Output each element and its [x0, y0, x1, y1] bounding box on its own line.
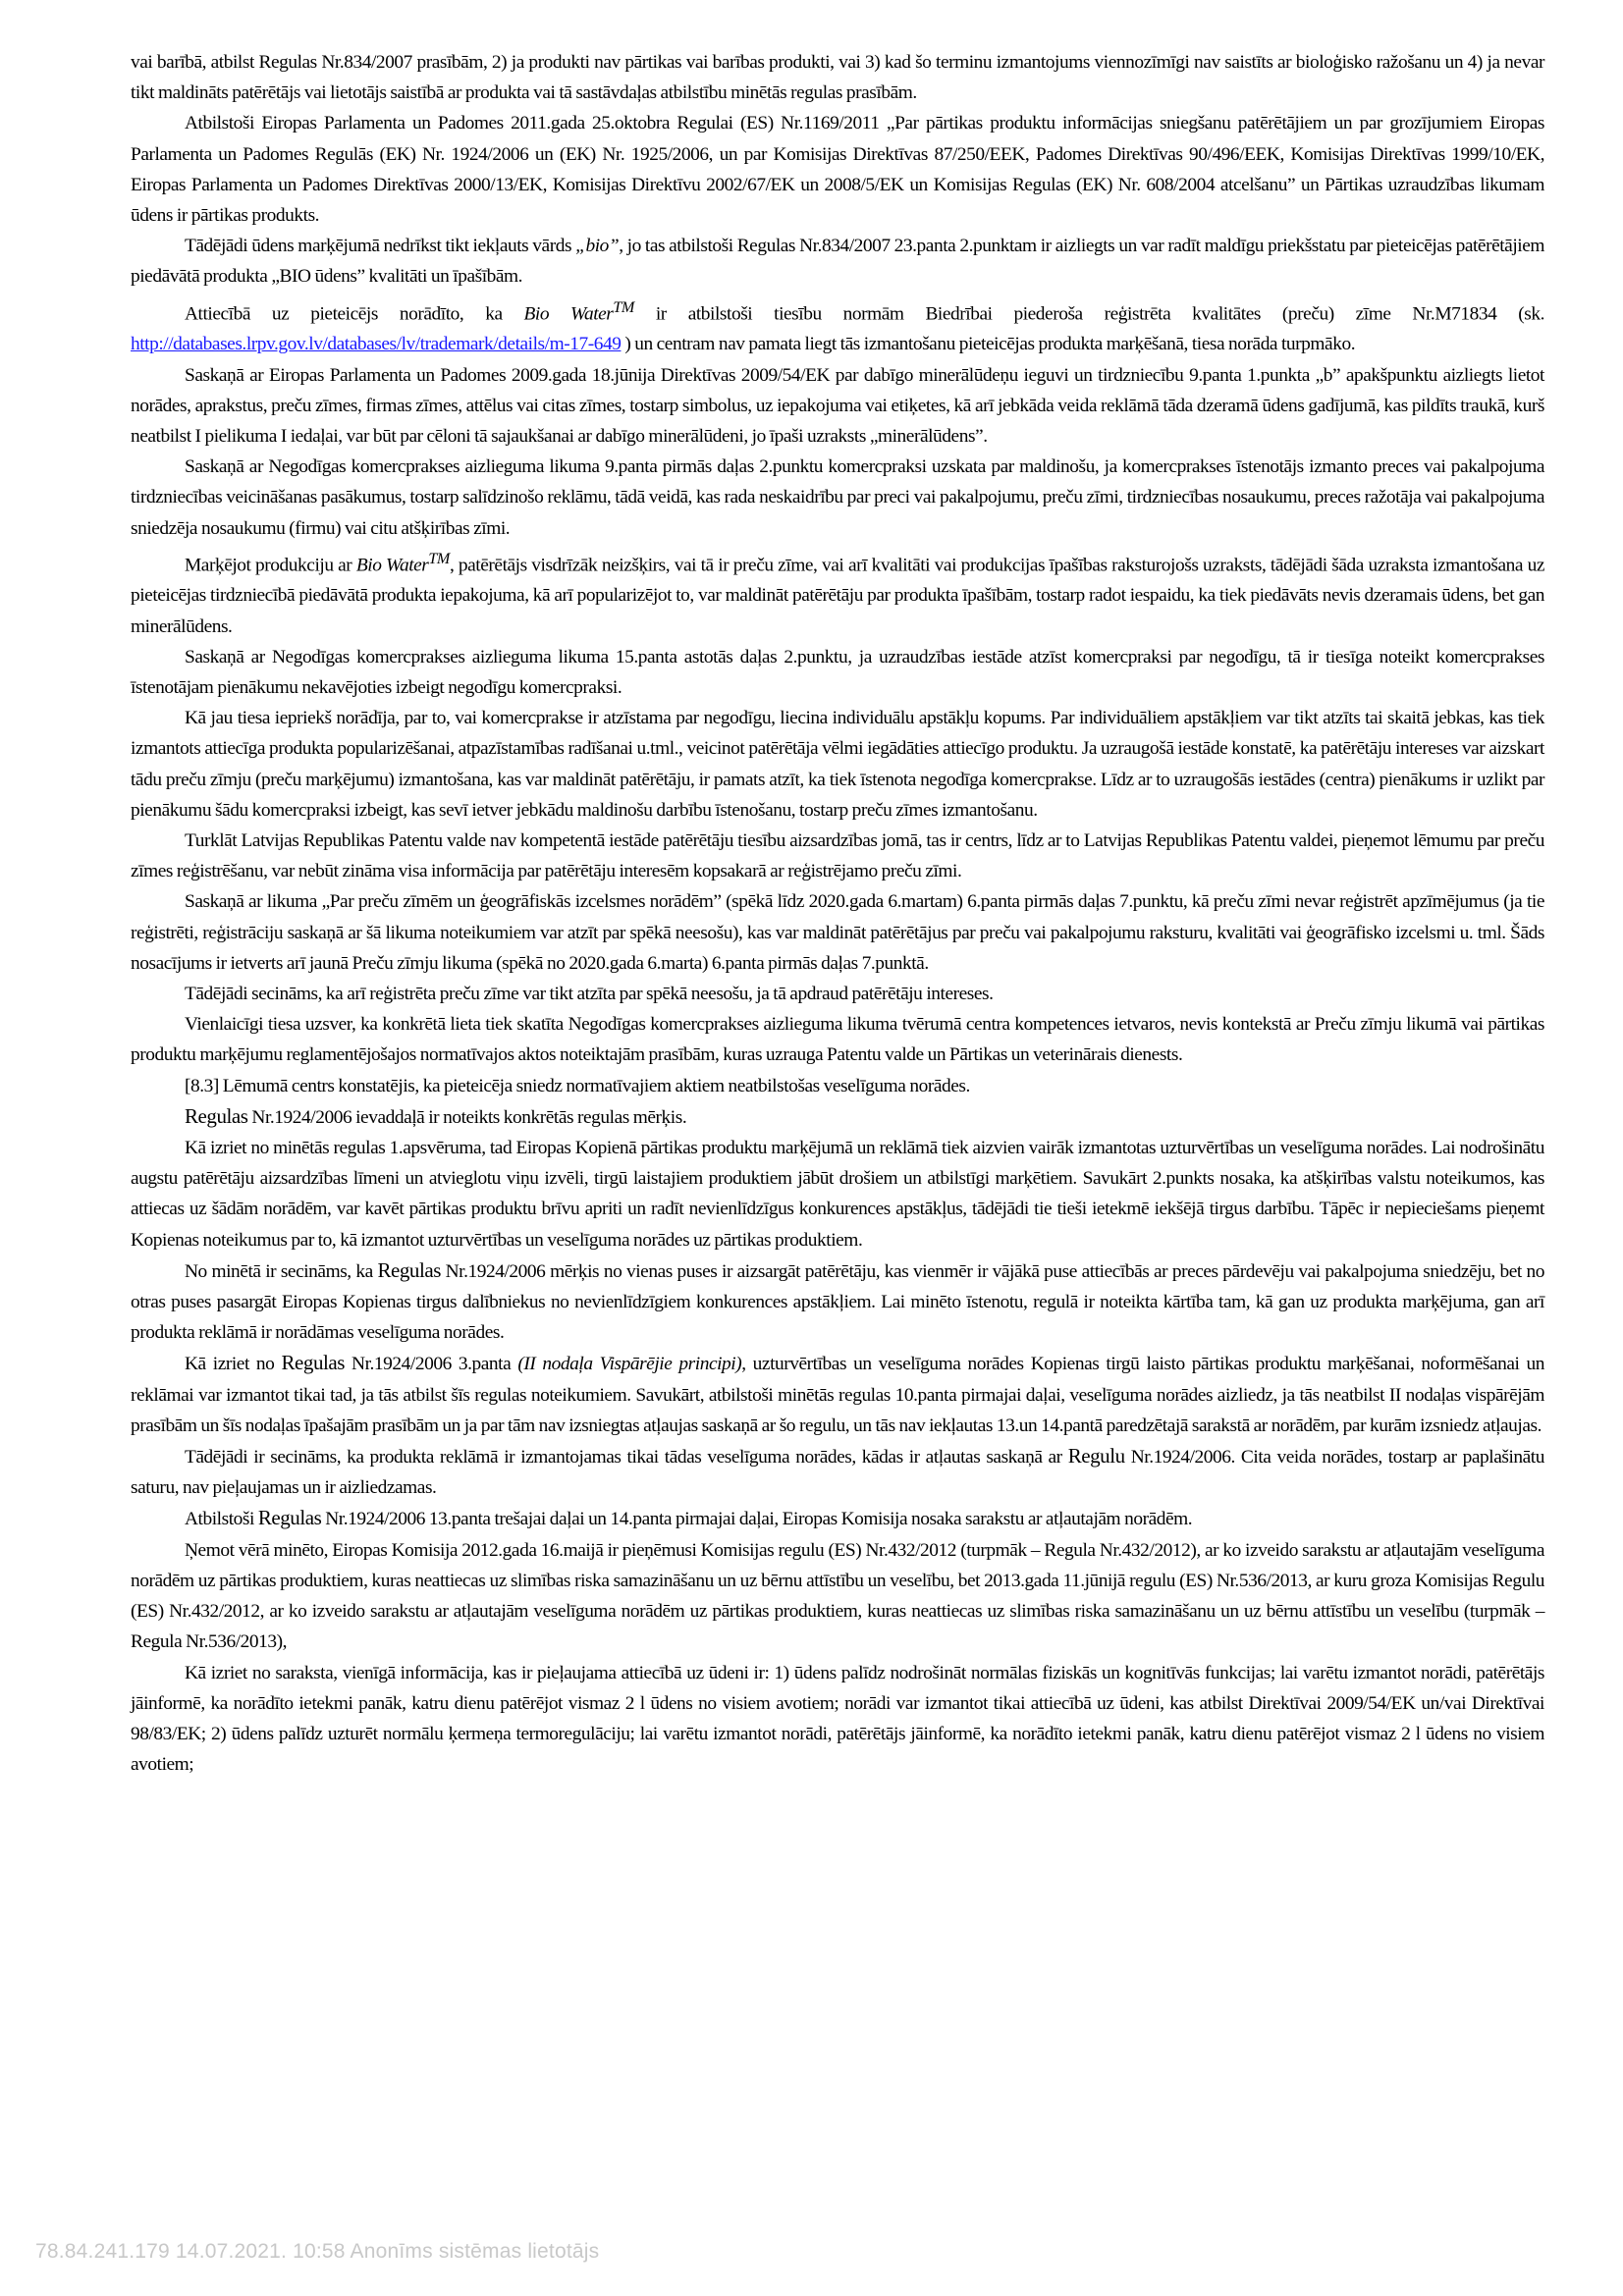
p20-regulas: Regulas — [257, 1506, 322, 1530]
p4-text-b: ir atbilstoši tiesību normām Biedrībai piederoša reģistrēta kvalitātes (preču) zīme Nr.M71834 (sk. — [633, 303, 1544, 325]
p17-regulas: Regulas — [377, 1257, 441, 1282]
paragraph-15 — [131, 1101, 1544, 1133]
p19-text-a: Tādējādi ir secināms, ka produkta reklāmā ir izmantojamas tikai tādas veselīguma norādes, kādas ir atļautas saskaņā ar — [185, 1447, 1068, 1468]
p18-text-b: Nr.1924/2006 3.panta — [345, 1354, 518, 1375]
paragraph-8: Saskaņā ar Negodīgas komercprakses aizlieguma likuma 15.panta astotās daļas 2.punktu, ja uzraudzības iestāde atzīst komercpraksi par negodīgu, tā ir tiesīga noteikt komercprakses īstenotājam pienākumu nekavējoties izbeigt negodīgu komercpraksi. — [131, 646, 1544, 698]
paragraph-13: Vienlaicīgi tiesa uzsver, ka konkrētā lieta tiek skatīta Negodīgas komercprakses aizlieguma likuma tvērumā centra kompetences ietvaros, nevis kontekstā ar Preču zīmju likumā vai pārtikas produktu marķējumu reglamentējošajos normatīvajos aktos noteiktajām prasībām, kuras uzrauga Patentu valde un Pārtikas un veterinārais dienests. — [131, 1014, 1544, 1066]
p15-text: Nr.1924/2006 ievaddaļā ir noteikts konkrētās regulas mērķis. — [247, 1106, 687, 1128]
paragraph-2: Atbilstoši Eiropas Parlamenta un Padomes 2011.gada 25.oktobra Regulai (ES) Nr.1169/2011 „Par pārtikas produktu informācijas sniegšanu patērētājiem un par grozījumiem Eiropas Parlamenta un Padomes Regulās (EK) Nr. 1924/2006 un (EK) Nr. 1925/2006, un par Komisijas Direktīvas 87/250/EEK, Padomes Direktīvas 90/496/EEK, Komisijas Direktīvas 1999/10/EK, Eiropas Parlamenta un Padomes Direktīvas 2000/13/EK, Komisijas Direktīvu 2002/67/EK un 2008/5/EK un Komisijas Regulas (EK) Nr. 608/2004 atcelšanu” un Pārtikas uzraudzības likumam ūdens ir pārtikas produkts. — [131, 113, 1544, 227]
p7-trademark: TM — [428, 550, 450, 567]
p20-text-b: Nr.1924/2006 13.panta trešajai daļai un 14.panta pirmajai daļai, Eiropas Komisija nosaka sarakstu ar atļautajām norādēm. — [321, 1509, 1193, 1530]
p7-text-b: , patērētājs visdrīzāk neizšķirs, vai tā ir preču zīme, vai arī kvalitāti vai produkcijas īpašības raksturojošs uzraksts, tādējādi šāda uzraksta izmantošana uz pieteicējas tirdzniecībā piedāvātā produkta iepakojuma, kā arī popularizējot to, var maldināt patērētāju par produkta īpašībām, tostarp radot iespaidu, ka tiek piedāvāts nevis dzeramais ūdens, bet gan minerālūdens. — [131, 555, 1544, 637]
paragraph-18 — [131, 1348, 1544, 1441]
document-body — [131, 47, 1544, 1780]
p4-text-a: Attiecībā uz pieteicējs norādīto, ka — [185, 303, 524, 325]
p7-brand: Bio Water — [355, 555, 429, 576]
paragraph-5: Saskaņā ar Eiropas Parlamenta un Padomes 2009.gada 18.jūnija Direktīvas 2009/54/EK par dabīgo minerālūdeņu ieguvi un tirdzniecību 9.panta 1.punkta „b” apakšpunktu aizliegts lietot norādes, aprakstus, preču zīmes, firmas zīmes, attēlus vai citas zīmes, tostarp simbolus, uz iepakojuma vai etiķetes, kā arī jebkāda veida reklāmā tāda dzeramā ūdens gadījumā, kas pildīts traukā, kurš neatbilst I pielikuma I iedaļai, var būt par cēloni tā sajaukšanai ar dabīgo minerālūdeni, jo īpaši uzraksts „minerālūdens”. — [131, 364, 1544, 447]
paragraph-19 — [131, 1441, 1544, 1503]
paragraph-4 — [131, 293, 1544, 360]
p19-regulu: Regulu — [1067, 1444, 1125, 1468]
p18-regulas: Regulas — [281, 1351, 345, 1375]
paragraph-7 — [131, 544, 1544, 642]
footer-watermark: 78.84.241.179 14.07.2021. 10:58 Anonīms sistēmas lietotājs — [35, 2240, 600, 2263]
p18-text-c: , uzturvērtības un veselīguma norādes Kopienas tirgū laisto pārtikas produktu marķēšanai, noformēšanai un reklāmai var izmantot tikai tad, ja tās atbilst šīs regulas noteikumiem. Savukārt, atbilstoši minētās regulas 10.panta pirmajai daļai, veselīguma norādes aizliedz, ja tās neatbilst II nodaļas vispārējām prasībām un šīs nodaļas īpašajām prasībām un ja par tām nav izsniegtas atļaujas saskaņā ar šo regulu, un tās nav iekļautas 13.un 14.pantā paredzētajā sarakstā ar norādēm, par kurām izsniedz atļaujas. — [131, 1354, 1544, 1436]
paragraph-17 — [131, 1255, 1544, 1349]
p4-text-c: ) un centram nav pamata liegt tās izmantošanu pieteicējas produkta marķēšanā, tiesa norāda turpmāko. — [621, 334, 1356, 355]
p20-text-a: Atbilstoši — [185, 1509, 258, 1530]
trademark-database-link[interactable]: http://databases.lrpv.gov.lv/databases/lv/trademark/details/m-17-649 — [131, 334, 622, 355]
paragraph-16: Kā izriet no minētās regulas 1.apsvēruma, tad Eiropas Kopienā pārtikas produktu marķējumā un reklāmā tiek aizvien vairāk izmantotas uzturvērtības un veselīguma norādes. Lai nodrošinātu augstu patērētāju aizsardzības līmeni un atvieglotu viņu izvēli, tirgū laistajiem produktiem jābūt drošiem un atbilstīgi marķētiem. Savukārt 2.punkts nosaka, ka atšķirības valstu noteikumos, kas attiecas uz šādām norādēm, var kavēt pārtikas produktu brīvu apriti un radīt nevienlīdzīgus konkurences apstākļus, tādējādi tie tieši ietekmē iekšējā tirgus darbību. Tāpēc ir nepieciešams pieņemt Kopienas noteikumus par to, kā izmantot uzturvērtības un veselīguma norādes uz pārtikas produktiem. — [131, 1138, 1544, 1251]
p4-trademark: TM — [613, 298, 634, 316]
p3-text-b: , jo tas atbilstoši Regulas Nr.834/2007 23.panta 2.punktam ir aizliegts un var radīt maldīgu priekšstatu par pieteicējas patērētājiem piedāvātā produkta „BIO ūdens” kvalitāti un īpašībām. — [131, 236, 1545, 288]
paragraph-11: Saskaņā ar likuma „Par preču zīmēm un ģeogrāfiskās izcelsmes norādēm” (spēkā līdz 2020.gada 6.martam) 6.panta pirmās daļas 7.punktu, kā preču zīmi nevar reģistrēt apzīmējumus (ja tie reģistrēti, reģistrāciju saskaņā ar šā likuma noteikumiem var atzīt par spēkā neesošu), kas var maldināt patērētājus par preču vai pakalpojumu raksturu, kvalitāti vai ģeogrāfisko izcelsmi u. tml. Šāds nosacījums ir ietverts arī jaunā Preču zīmju likuma (spēkā no 2020.gada 6.marta) 6.panta pirmās daļas 7.punktā. — [131, 891, 1544, 974]
paragraph-10: Turklāt Latvijas Republikas Patentu valde nav kompetentā iestāde patērētāju tiesību aizsardzības jomā, tas ir centrs, līdz ar to Latvijas Republikas Patentu valdei, pieņemot lēmumu par preču zīmes reģistrēšanu, var nebūt zināma visa informācija par patērētāju interesēm kopsakarā ar reģistrējamo preču zīmi. — [131, 830, 1544, 882]
paragraph-1: vai barībā, atbilst Regulas Nr.834/2007 prasībām, 2) ja produkti nav pārtikas vai barības produkti, vai 3) kad šo terminu izmantojums viennozīmīgi nav saistīts ar bioloģisko ražošanu un 4) ja nevar tikt maldināts patērētājs vai lietotājs saistībā ar produkta vai tā sastāvdaļas atbilstību minētās regulas prasībām. — [131, 52, 1544, 104]
paragraph-14: [8.3] Lēmumā centrs konstatējis, ka pieteicēja sniedz normatīvajiem aktiem neatbilstošas veselīguma norādes. — [185, 1075, 970, 1096]
paragraph-3 — [131, 231, 1544, 292]
paragraph-20 — [131, 1503, 1544, 1534]
p7-text-a: Marķējot produkciju ar — [185, 555, 356, 576]
p18-chapter-ref: (II nodaļa Vispārējie principi) — [517, 1354, 742, 1375]
p3-text-a: Tādējādi ūdens marķējumā nedrīkst tikt iekļauts vārds — [185, 236, 576, 257]
paragraph-22: Kā izriet no saraksta, vienīgā informācija, kas ir pieļaujama attiecībā uz ūdeni ir: 1) ūdens palīdz nodrošināt normālas fiziskās un kognitīvās funkcijas; lai varētu izmantot norādi, patērētājs jāinformē, ka norādīto ietekmi panāk, katru dienu patērējot vismaz 2 l ūdens no visiem avotiem; norādi var izmantot tikai attiecībā uz ūdeni, kas atbilst Direktīvai 2009/54/EK un/vai Direktīvai 98/83/EK; 2) ūdens palīdz uzturēt normālu ķermeņa termoregulāciju; lai varētu izmantot norādi, patērētājs jāinformē, ka norādīto ietekmi panāk, katru dienu patērējot vismaz 2 l ūdens no visiem avotiem; — [131, 1662, 1544, 1776]
p17-text-a: No minētā ir secināms, ka — [185, 1260, 378, 1282]
p19-text-b: Nr.1924/2006. Cita veida norādes, tostarp ar paplašinātu saturu, nav pieļaujamas un ir aizliedzamas. — [131, 1447, 1544, 1499]
paragraph-12: Tādējādi secināms, ka arī reģistrēta preču zīme var tikt atzīta par spēkā neesošu, ja tā apdraud patērētāju intereses. — [185, 984, 994, 1005]
p4-brand: Bio Water — [523, 303, 614, 325]
paragraph-6: Saskaņā ar Negodīgas komercprakses aizlieguma likuma 9.panta pirmās daļas 2.punktu komercpraksi uzskata par maldinošu, ja komercprakses īstenotājs izmanto preces vai pakalpojuma tirdzniecības veicināšanas pasākumus, tostarp salīdzinošo reklāmu, tādā veidā, kas rada neskaidrību par preci vai pakalpojumu, preču zīmi, tirdzniecības nosaukumu, preces ražotāja vai pakalpojuma sniedzēja nosaukumu (firmu) vai citu atšķirības zīmi. — [131, 456, 1544, 539]
p15-regulas: Regulas — [185, 1103, 248, 1128]
p17-text-b: Nr.1924/2006 mērķis no vienas puses ir aizsargāt patērētāju, kas vienmēr ir vājākā puse attiecībās ar preces pārdevēju vai pakalpojuma sniedzēju, bet no otras puses pasargāt Eiropas Kopienas tirgus dalībniekus no nevienlīdzīgiem konkurences apstākļiem. Lai minēto īstenotu, regulā ir noteikta kārtība tam, kā gan uz produkta marķējuma, gan arī produkta reklāmā ir norādāmas veselīguma norādes. — [131, 1260, 1544, 1344]
p3-bio-word: „bio” — [575, 236, 620, 257]
paragraph-9: Kā jau tiesa iepriekš norādīja, par to, vai komercprakse ir atzīstama par negodīgu, liecina individuālu apstākļu kopums. Par individuāliem apstākļiem var tikt atzīts tai skaitā jebkas, kas tiek izmantots attiecīga produkta popularizēšanai, atpazīstamības radīšanai u.tml., veicinot patērētāja vēlmi iegādāties attiecīgo produktu. Ja uzraugošā iestāde konstatē, ka patērētāju intereses var aizskart tādu preču zīmju (preču marķējumu) izmantošana, kas var maldināt patērētāju, ir pamats atzīt, ka tiek īstenota negodīga komercprakse. Līdz ar to uzraugošās iestādes (centra) pienākums ir uzlikt par pienākumu šādu komercpraksi izbeigt, kas sevī ietver jebkādu maldinošu darbību īstenošanu, tostarp preču zīmes izmantošanu. — [131, 708, 1544, 821]
paragraph-21: Ņemot vērā minēto, Eiropas Komisija 2012.gada 16.maijā ir pieņēmusi Komisijas regulu (ES) Nr.432/2012 (turpmāk – Regula Nr.432/2012), ar ko izveido sarakstu ar atļautajām veselīguma norādēm uz pārtikas produktiem, kuras neattiecas uz slimības riska samazināšanu un uz bērnu attīstību un veselību, bet 2013.gada 11.jūnijā regulu (ES) Nr.536/2013, ar kuru groza Komisijas Regulu (ES) Nr.432/2012, ar ko izveido sarakstu ar atļautajām veselīguma norādēm uz pārtikas produktiem, kuras neattiecas uz slimības riska samazināšanu un uz bērnu attīstību un veselību (turpmāk – Regula Nr.536/2013), — [131, 1539, 1544, 1653]
p18-text-a: Kā izriet no — [185, 1354, 282, 1375]
